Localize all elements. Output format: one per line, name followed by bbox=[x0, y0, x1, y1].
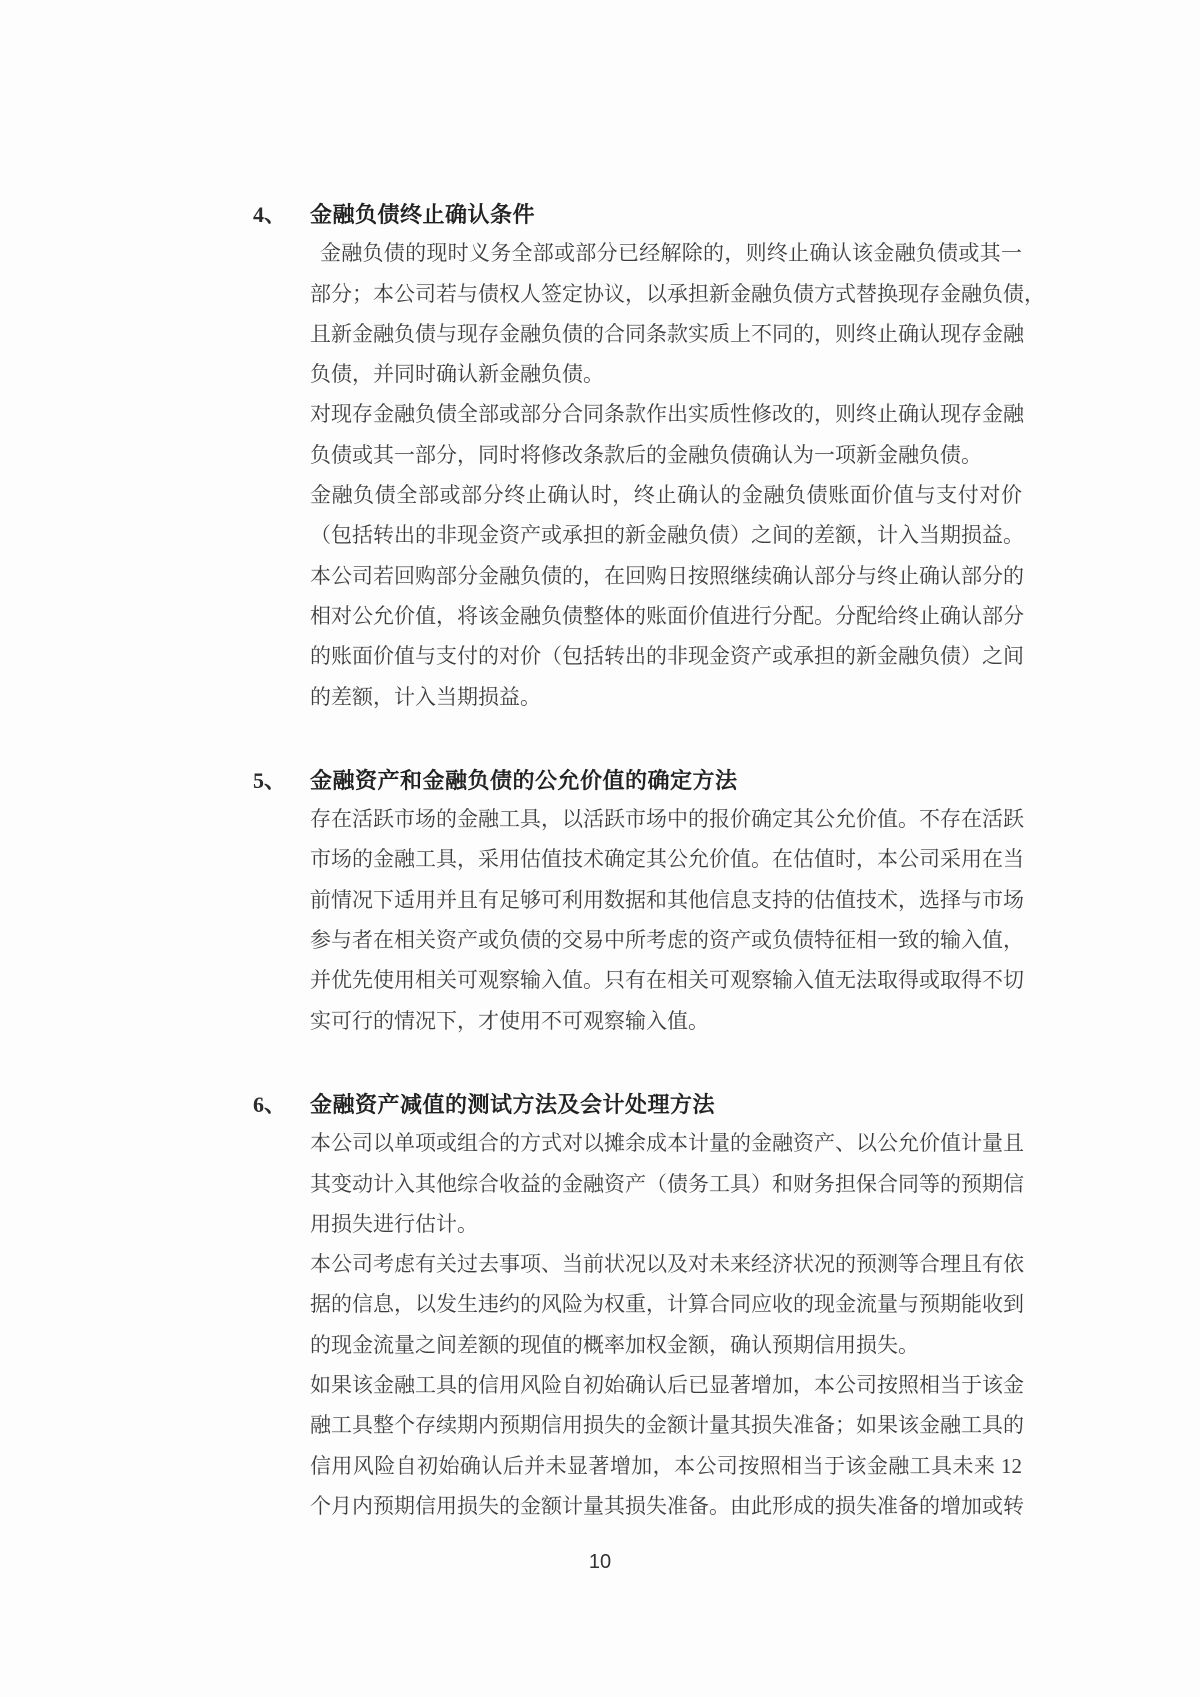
section-heading-row bbox=[253, 759, 1023, 799]
text-line: 本公司以单项或组合的方式对以摊余成本计量的金融资产、以公允价值计量且 bbox=[310, 1131, 1024, 1156]
document-body bbox=[253, 193, 1045, 1526]
text-line: 用损失进行估计。 bbox=[310, 1211, 478, 1236]
section-number: 6、 bbox=[253, 1091, 287, 1117]
text-line: 部分；本公司若与债权人签定协议，以承担新金融负债方式替换现存金融负债， bbox=[310, 281, 1045, 306]
section-heading-row bbox=[253, 193, 1023, 233]
section-4 bbox=[253, 193, 1045, 717]
section-heading: 金融资产和金融负债的公允价值的确定方法 bbox=[310, 767, 738, 793]
text-line: 本公司考虑有关过去事项、当前状况以及对未来经济状况的预测等合理且有依 bbox=[310, 1252, 1024, 1277]
text-line: 的差额，计入当期损益。 bbox=[310, 684, 541, 709]
text-line: 如果该金融工具的信用风险自初始确认后已显著增加，本公司按照相当于该金 bbox=[310, 1373, 1024, 1398]
text-line: 存在活跃市场的金融工具，以活跃市场中的报价确定其公允价值。不存在活跃 bbox=[310, 807, 1024, 832]
section-body bbox=[310, 799, 1022, 1041]
text-line: 融工具整个存续期内预期信用损失的金额计量其损失准备；如果该金融工具的 bbox=[310, 1413, 1024, 1438]
text-line: 相对公允价值，将该金融负债整体的账面价值进行分配。分配给终止确认部分 bbox=[310, 603, 1024, 628]
text-line: 其变动计入其他综合收益的金融资产（债务工具）和财务担保合同等的预期信 bbox=[310, 1171, 1024, 1196]
text-line: 据的信息，以发生违约的风险为权重，计算合同应收的现金流量与预期能收到 bbox=[310, 1292, 1024, 1317]
section-6 bbox=[253, 1083, 1023, 1526]
section-number: 5、 bbox=[253, 767, 287, 793]
text-line: 负债，并同时确认新金融负债。 bbox=[310, 362, 604, 387]
section-5 bbox=[253, 759, 1023, 1041]
text-line: 并优先使用相关可观察输入值。只有在相关可观察输入值无法取得或取得不切 bbox=[310, 968, 1024, 993]
section-number: 4、 bbox=[253, 201, 287, 227]
section-body bbox=[310, 1123, 1022, 1526]
text-line: 对现存金融负债全部或部分合同条款作出实质性修改的，则终止确认现存金融 bbox=[310, 402, 1024, 427]
text-line: 负债或其一部分，同时将修改条款后的金融负债确认为一项新金融负债。 bbox=[310, 442, 982, 467]
section-heading: 金融资产减值的测试方法及会计处理方法 bbox=[310, 1091, 716, 1117]
text-line: 且新金融负债与现存金融负债的合同条款实质上不同的，则终止确认现存金融 bbox=[310, 321, 1024, 346]
section-heading: 金融负债终止确认条件 bbox=[310, 201, 536, 227]
section-body bbox=[310, 233, 1045, 717]
text-line: 个月内预期信用损失的金额计量其损失准备。由此形成的损失准备的增加或转 bbox=[310, 1493, 1024, 1518]
text-line: 金融负债全部或部分终止确认时，终止确认的金融负债账面价值与支付对价 bbox=[310, 483, 1022, 508]
text-line: 信用风险自初始确认后并未显著增加，本公司按照相当于该金融工具未来 12 bbox=[310, 1453, 1022, 1478]
text-line: 市场的金融工具，采用估值技术确定其公允价值。在估值时，本公司采用在当 bbox=[310, 847, 1024, 872]
text-line: （包括转出的非现金资产或承担的新金融负债）之间的差额，计入当期损益。 bbox=[310, 523, 1024, 548]
section-heading-row bbox=[253, 1083, 1023, 1123]
text-line: 金融负债的现时义务全部或部分已经解除的，则终止确认该金融负债或其一 bbox=[320, 241, 1022, 266]
text-line: 前情况下适用并且有足够可利用数据和其他信息支持的估值技术，选择与市场 bbox=[310, 887, 1024, 912]
text-line: 实可行的情况下，才使用不可观察输入值。 bbox=[310, 1008, 709, 1033]
text-line: 的现金流量之间差额的现值的概率加权金额，确认预期信用损失。 bbox=[310, 1332, 919, 1357]
text-line: 本公司若回购部分金融负债的，在回购日按照继续确认部分与终止确认部分的 bbox=[310, 563, 1024, 588]
page-number: 10 bbox=[588, 1551, 612, 1573]
text-line: 参与者在相关资产或负债的交易中所考虑的资产或负债特征相一致的输入值， bbox=[310, 928, 1024, 953]
text-line: 的账面价值与支付的对价（包括转出的非现金资产或承担的新金融负债）之间 bbox=[310, 644, 1024, 669]
